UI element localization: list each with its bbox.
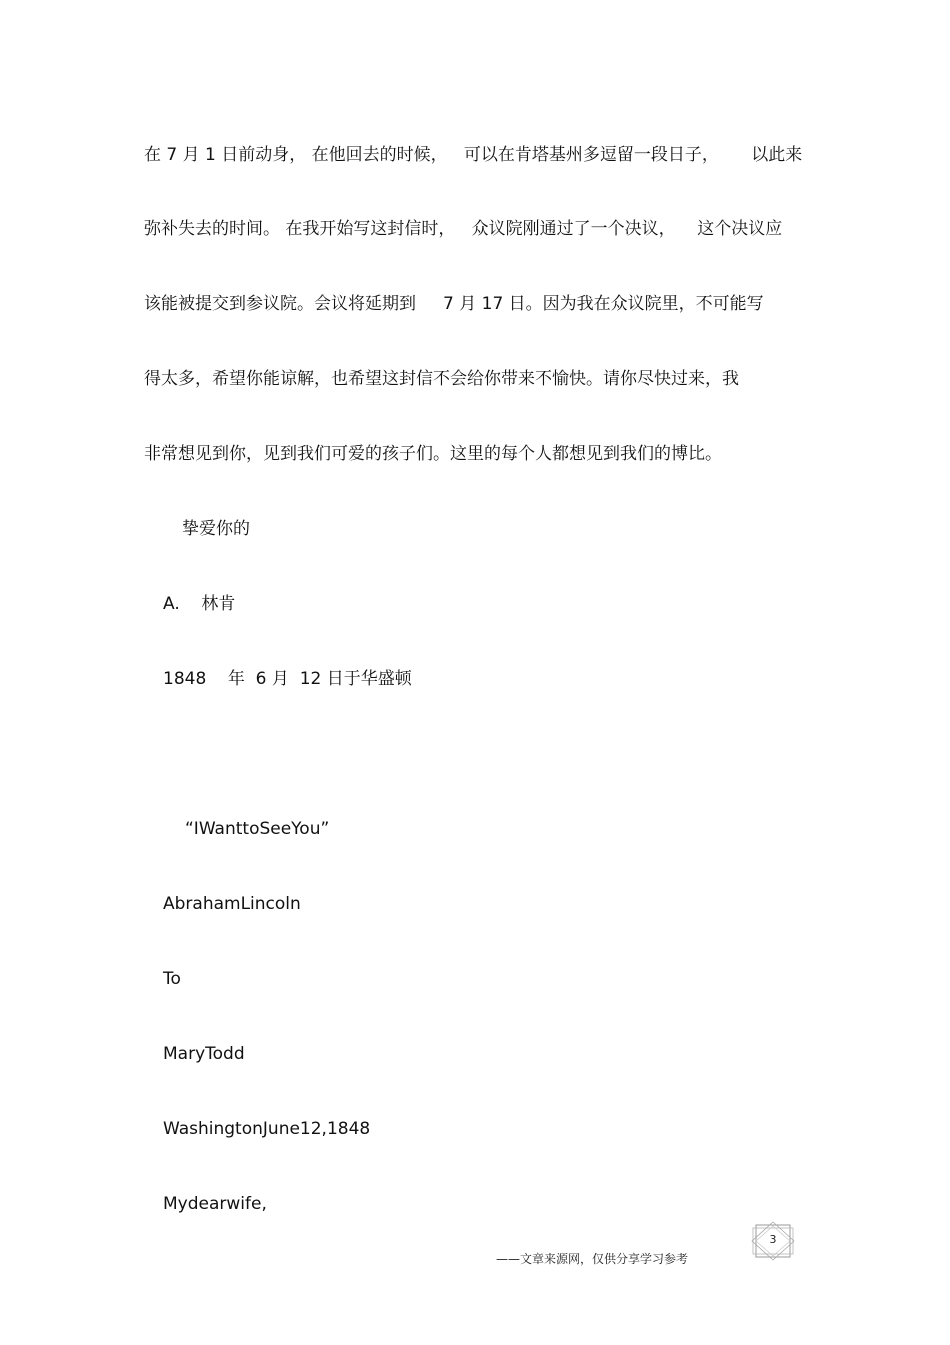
english-recipient: MaryTodd bbox=[163, 1044, 245, 1064]
paragraph-line-1: 在 7 月 1 日前动身， 在他回去的时候， 可以在肯塔基州多逗留一段日子， 以此来 bbox=[144, 145, 803, 165]
page-number-badge bbox=[750, 1221, 796, 1261]
english-title: “IWanttoSeeYou” bbox=[185, 819, 330, 839]
closing-line: 挚爱你的 bbox=[182, 519, 250, 539]
paragraph-line-2: 弥补失去的时间。 在我开始写这封信时， 众议院刚通过了一个决议， 这个决议应 bbox=[144, 219, 783, 239]
paragraph-line-3: 该能被提交到参议院。会议将延期到 7 月 17 日。因为我在众议院里，不可能写 bbox=[144, 294, 764, 314]
paragraph-line-5: 非常想见到你，见到我们可爱的孩子们。这里的每个人都想见到我们的博比。 bbox=[144, 444, 722, 464]
page-number: 3 bbox=[769, 1233, 777, 1246]
signature-line: A. 林肯 bbox=[163, 594, 236, 614]
paragraph-line-4: 得太多，希望你能谅解，也希望这封信不会给你带来不愉快。请你尽快过来，我 bbox=[144, 369, 739, 389]
english-date: WashingtonJune12,1848 bbox=[163, 1119, 371, 1139]
date-line: 1848 年 6 月 12 日于华盛顿 bbox=[163, 669, 412, 689]
english-author: AbrahamLincoln bbox=[163, 894, 301, 914]
footer-source-note: ——文章来源网，仅供分享学习参考 bbox=[496, 1252, 689, 1266]
english-to: To bbox=[163, 969, 181, 989]
english-salutation: Mydearwife, bbox=[163, 1194, 267, 1214]
